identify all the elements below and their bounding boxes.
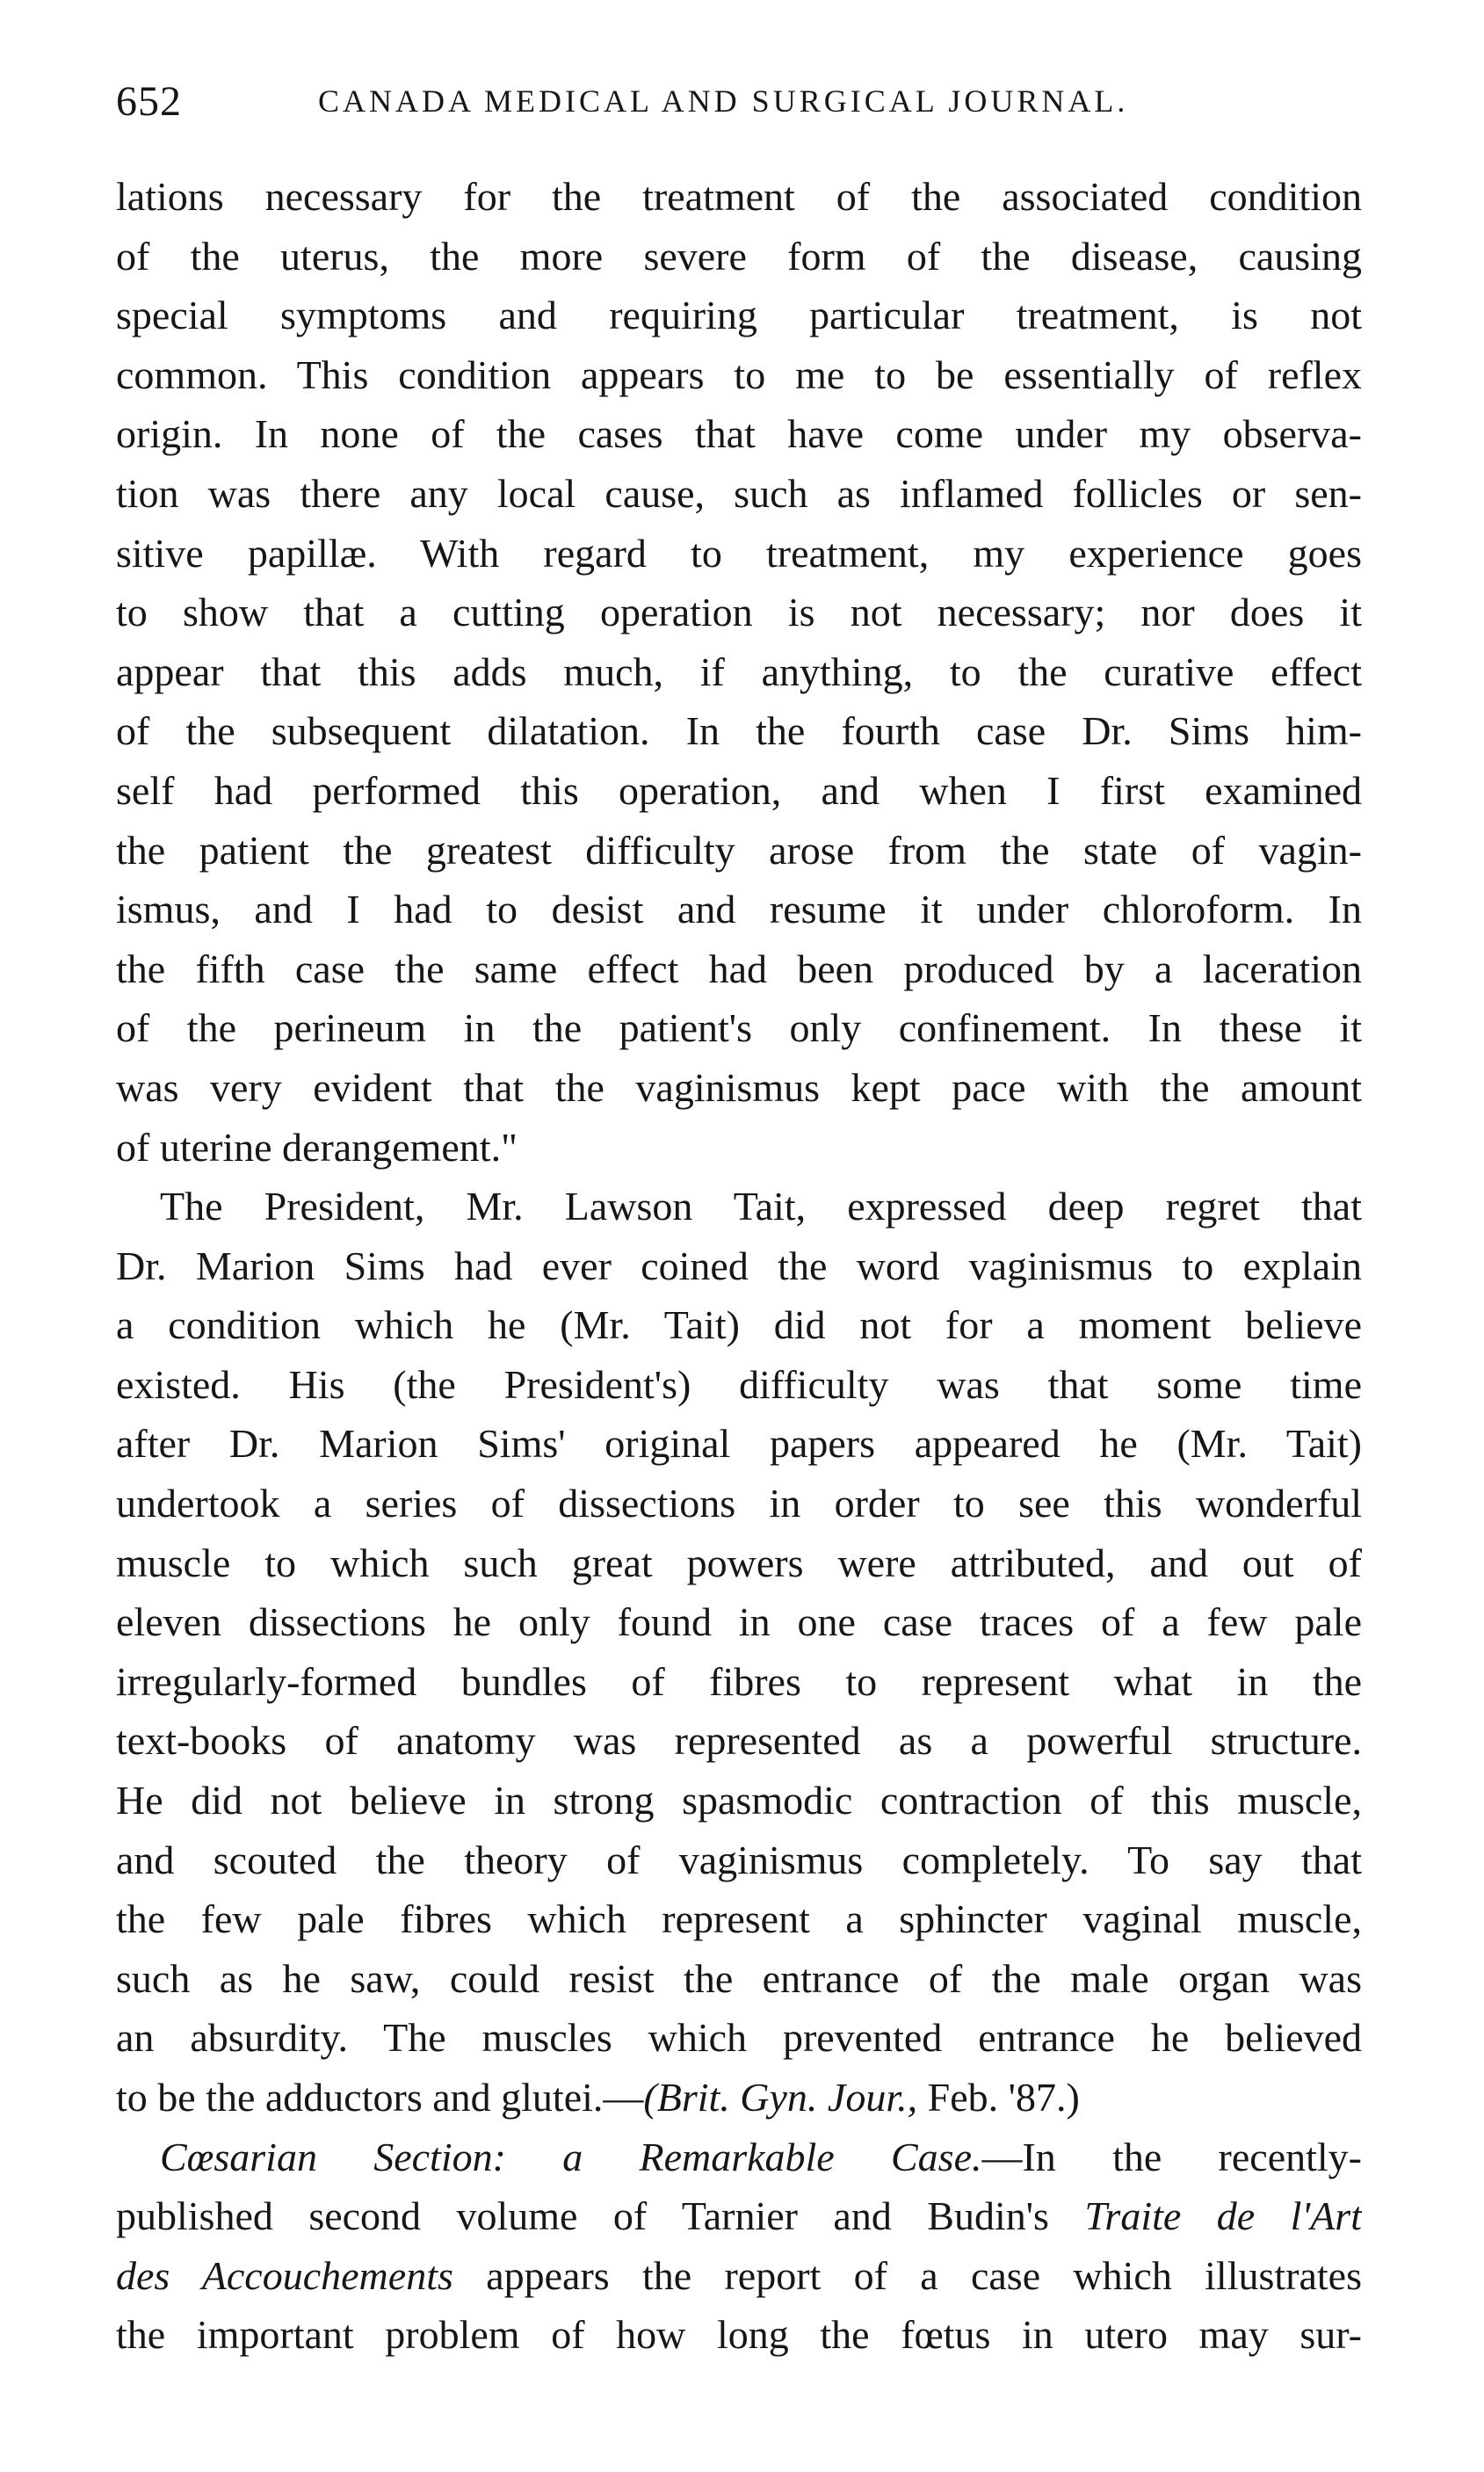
text-line: the patient the greatest difficulty arose from the state of vagin- (116, 827, 1362, 873)
body-text (116, 167, 1362, 2365)
text-line: an absurdity. The muscles which prevented entrance he believed (116, 2015, 1362, 2061)
book-title-cont: des Accouchements (116, 2252, 453, 2298)
text-line: ismus, and I had to desist and resume it under chloroform. In (116, 887, 1362, 932)
text-line: of uterine derangement." (116, 1124, 518, 1170)
text-line: muscle to which such great powers were attributed, and out of (116, 1540, 1362, 1585)
text-line: self had performed this operation, and when I first examined (116, 767, 1362, 813)
text-line: the fifth case the same effect had been produced by a laceration (116, 946, 1362, 991)
text-line (116, 2186, 1362, 2246)
text-line: of the subsequent dilatation. In the fourth case Dr. Sims him- (116, 708, 1362, 754)
text-line: eleven dissections he only found in one case traces of a few pale (116, 1599, 1362, 1645)
text-line: origin. In none of the cases that have come under my observa- (116, 411, 1362, 457)
text-line: Dr. Marion Sims had ever coined the word vaginismus to explain (116, 1243, 1362, 1288)
section-heading-line (116, 2128, 1362, 2187)
book-title: Traite de l'Art (1084, 2193, 1362, 2239)
text-line: irregularly-formed bundles of fibres to represent what in the (116, 1658, 1362, 1704)
line-text: appears the report of a case which illustrates (452, 2252, 1362, 2298)
text-line: such as he saw, could resist the entrance of the male organ was (116, 1955, 1362, 2001)
text-line-citation (116, 2068, 1362, 2128)
text-line: lations necessary for the treatment of the associated condition (116, 174, 1362, 219)
line-text: —In the recently- (981, 2134, 1362, 2179)
section-heading: Cœsarian Section: a Remarkable Case. (160, 2134, 982, 2179)
line-text: published second volume of Tarnier and Budin's (116, 2193, 1085, 2239)
text-line: He did not believe in strong spasmodic contraction of this muscle, (116, 1778, 1362, 1823)
text-line: the important problem of how long the fœtus in utero may sur- (116, 2312, 1362, 2358)
text-line: after Dr. Marion Sims' original papers appeared he (Mr. Tait) (116, 1421, 1362, 1467)
text-line: special symptoms and requiring particular treatment, is not (116, 293, 1362, 338)
text-line: tion was there any local cause, such as inflamed follicles or sen- (116, 470, 1362, 516)
running-head: CANADA MEDICAL AND SURGICAL JOURNAL. (318, 83, 1129, 119)
text-line: sitive papillæ. With regard to treatment, my experience goes (116, 530, 1362, 576)
text-line: to show that a cutting operation is not necessary; nor does it (116, 590, 1362, 635)
text-line: the few pale fibres which represent a sphincter vaginal muscle, (116, 1896, 1362, 1942)
text-line: of the perineum in the patient's only confinement. In these it (116, 1005, 1362, 1051)
text-line: common. This condition appears to me to be essentially of reflex (116, 352, 1362, 397)
text-line: text-books of anatomy was represented as a powerful structure. (116, 1718, 1362, 1764)
page-number: 652 (116, 78, 182, 125)
citation-tail: Feb. '87.) (917, 2075, 1080, 2120)
citation-italic: (Brit. Gyn. Jour., (643, 2075, 918, 2120)
text-line: existed. His (the President's) difficulty was that some time (116, 1361, 1362, 1407)
text-line: of the uterus, the more severe form of the disease, causing (116, 233, 1362, 279)
text-line: The President, Mr. Lawson Tait, expressed deep regret that (160, 1184, 1362, 1229)
text-line: and scouted the theory of vaginismus completely. To say that (116, 1837, 1362, 1882)
text-line: a condition which he (Mr. Tait) did not for a moment believe (116, 1302, 1362, 1348)
text-line: undertook a series of dissections in order to see this wonderful (116, 1481, 1362, 1526)
line-text: to be the adductors and glutei.— (116, 2075, 644, 2120)
text-line (116, 2246, 1362, 2306)
text-line: was very evident that the vaginismus kept pace with the amount (116, 1064, 1362, 1110)
page-header (116, 77, 1364, 139)
text-line: appear that this adds much, if anything, to the curative effect (116, 649, 1362, 694)
